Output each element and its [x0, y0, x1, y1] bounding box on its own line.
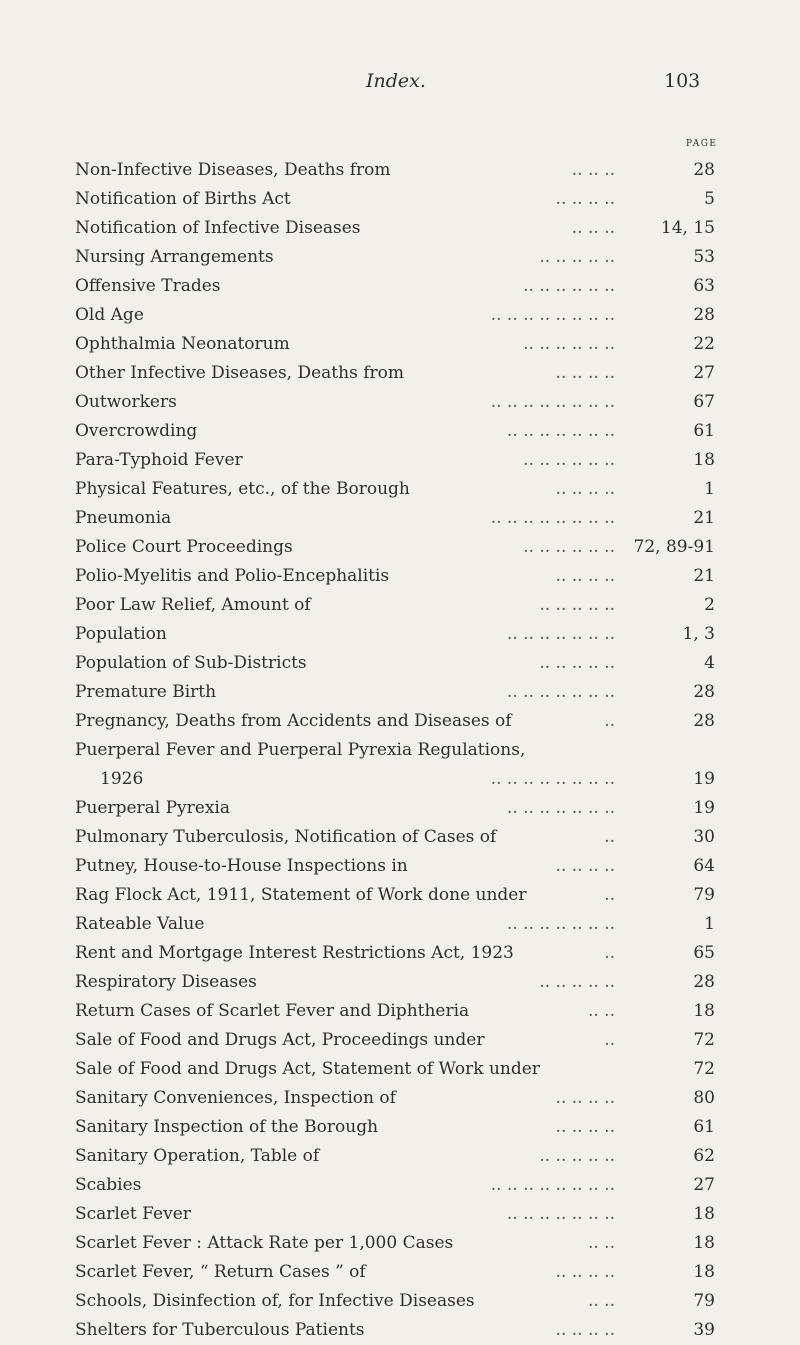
entry-page-ref: 18	[693, 1001, 715, 1021]
leader-dots: .. .. .. .. ..	[539, 595, 615, 615]
index-entry	[75, 1055, 715, 1084]
entry-page-ref: 27	[693, 363, 715, 383]
entry-text: Return Cases of Scarlet Fever and Diphtheria	[75, 1001, 470, 1021]
index-entry	[75, 823, 715, 852]
index-entry	[75, 388, 715, 417]
leader-dots: .. .. .. .. .. .. ..	[506, 421, 615, 441]
entry-text: Nursing Arrangements	[75, 247, 274, 267]
entry-text: Sanitary Conveniences, Inspection of	[75, 1088, 396, 1108]
leader-dots: .. .. .. .. .. .. .. ..	[490, 1175, 615, 1195]
entry-text: Notification of Infective Diseases	[75, 218, 361, 238]
leader-dots: .. .. .. .. .. .. ..	[506, 682, 615, 702]
index-entry	[75, 1200, 715, 1229]
index-entry	[75, 330, 715, 359]
entry-text: Sale of Food and Drugs Act, Proceedings under	[75, 1030, 485, 1050]
entry-page-ref: 18	[693, 1262, 715, 1282]
page-title: Index.	[366, 70, 426, 92]
index-entry	[75, 649, 715, 678]
leader-dots: .. .. .. ..	[555, 1262, 615, 1282]
index-entry	[75, 968, 715, 997]
leader-dots: .. .. .. .. .. .. .. ..	[490, 769, 615, 789]
index-entries	[75, 156, 715, 1345]
entry-text: Puerperal Pyrexia	[75, 798, 231, 818]
entry-page-ref: 14, 15	[660, 218, 715, 238]
leader-dots: .. .. .. ..	[555, 189, 615, 209]
page-column-heading: page	[686, 135, 718, 150]
index-entry	[75, 533, 715, 562]
entry-page-ref: 2	[704, 595, 715, 615]
entry-text: Non-Infective Diseases, Deaths from	[75, 160, 391, 180]
entry-page-ref: 19	[693, 798, 715, 818]
index-entry	[75, 794, 715, 823]
entry-page-ref: 1	[704, 914, 715, 934]
leader-dots: .. .. .. .. ..	[539, 247, 615, 267]
index-entry	[75, 1229, 715, 1258]
index-entry	[75, 707, 715, 736]
entry-text: Sanitary Operation, Table of	[75, 1146, 320, 1166]
entry-text: Scarlet Fever : Attack Rate per 1,000 Cases	[75, 1233, 454, 1253]
leader-dots: .. ..	[587, 1291, 615, 1311]
entry-text: Putney, House-to-House Inspections in	[75, 856, 408, 876]
entry-page-ref: 5	[704, 189, 715, 209]
entry-page-ref: 67	[693, 392, 715, 412]
leader-dots: .. .. .. ..	[555, 856, 615, 876]
entry-page-ref: 21	[693, 508, 715, 528]
index-entry	[75, 1171, 715, 1200]
index-entry	[75, 1142, 715, 1171]
leader-dots: .. .. .. ..	[555, 1088, 615, 1108]
entry-text: Outworkers	[75, 392, 177, 412]
entry-page-ref: 30	[693, 827, 715, 847]
page-header	[0, 70, 800, 100]
page-number: 103	[664, 70, 701, 92]
entry-text: Offensive Trades	[75, 276, 221, 296]
entry-page-ref: 63	[693, 276, 715, 296]
leader-dots: .. .. .. .. .. .. ..	[506, 1204, 615, 1224]
index-entry	[75, 678, 715, 707]
entry-text: Scabies	[75, 1175, 142, 1195]
leader-dots: .. .. .. .. .. .. ..	[506, 624, 615, 644]
entry-text: Population of Sub-Districts	[75, 653, 307, 673]
entry-text: Police Court Proceedings	[75, 537, 293, 557]
leader-dots: .. .. .. .. .. .. .. ..	[490, 305, 615, 325]
index-entry	[75, 243, 715, 272]
entry-text: Pulmonary Tuberculosis, Notification of Cases of	[75, 827, 497, 847]
index-entry	[75, 1258, 715, 1287]
entry-text: Premature Birth	[75, 682, 217, 702]
entry-text: Sale of Food and Drugs Act, Statement of Work under	[75, 1059, 540, 1079]
leader-dots: .. ..	[587, 1001, 615, 1021]
entry-page-ref: 28	[693, 711, 715, 731]
leader-dots: .. .. .. .. .. ..	[523, 537, 615, 557]
index-entry	[75, 997, 715, 1026]
entry-text: Population	[75, 624, 167, 644]
entry-text: Overcrowding	[75, 421, 198, 441]
entry-text: Pneumonia	[75, 508, 172, 528]
leader-dots: .. .. .. .. .. ..	[523, 276, 615, 296]
index-entry	[75, 446, 715, 475]
entry-page-ref: 39	[693, 1320, 715, 1340]
leader-dots: .. .. .. ..	[555, 363, 615, 383]
index-entry	[75, 620, 715, 649]
leader-dots: ..	[604, 1030, 615, 1050]
entry-text-continuation: 1926	[100, 769, 144, 789]
leader-dots: .. .. .. .. .. .. .. ..	[490, 392, 615, 412]
index-entry	[75, 1026, 715, 1055]
leader-dots: .. .. .. .. .. .. ..	[506, 798, 615, 818]
index-entry	[75, 301, 715, 330]
index-entry	[75, 910, 715, 939]
index-entry	[75, 881, 715, 910]
leader-dots: .. .. .. ..	[555, 566, 615, 586]
leader-dots: .. .. .. .. .. .. ..	[506, 914, 615, 934]
entry-page-ref: 65	[693, 943, 715, 963]
entry-page-ref: 28	[693, 160, 715, 180]
entry-page-ref: 72	[693, 1030, 715, 1050]
entry-text: Scarlet Fever, “ Return Cases ” of	[75, 1262, 366, 1282]
index-entry	[75, 185, 715, 214]
index-entry	[75, 475, 715, 504]
entry-text: Sanitary Inspection of the Borough	[75, 1117, 379, 1137]
index-entry	[75, 1316, 715, 1345]
entry-page-ref: 18	[693, 450, 715, 470]
entry-page-ref: 72	[693, 1059, 715, 1079]
entry-text: Polio-Myelitis and Polio-Encephalitis	[75, 566, 390, 586]
entry-page-ref: 61	[693, 1117, 715, 1137]
entry-text: Rateable Value	[75, 914, 205, 934]
leader-dots: .. .. .. .. ..	[539, 1146, 615, 1166]
index-entry	[75, 852, 715, 881]
entry-page-ref: 79	[693, 1291, 715, 1311]
entry-page-ref: 61	[693, 421, 715, 441]
index-entry	[75, 562, 715, 591]
entry-page-ref: 27	[693, 1175, 715, 1195]
entry-page-ref: 1, 3	[682, 624, 715, 644]
index-entry	[75, 359, 715, 388]
leader-dots: .. ..	[587, 1233, 615, 1253]
entry-page-ref: 62	[693, 1146, 715, 1166]
entry-text: Rag Flock Act, 1911, Statement of Work done under	[75, 885, 527, 905]
index-entry	[75, 1287, 715, 1316]
leader-dots: ..	[604, 885, 615, 905]
entry-text: Old Age	[75, 305, 144, 325]
entry-page-ref: 28	[693, 972, 715, 992]
entry-text: Scarlet Fever	[75, 1204, 191, 1224]
entry-text: Other Infective Diseases, Deaths from	[75, 363, 404, 383]
entry-page-ref: 1	[704, 479, 715, 499]
index-entry	[75, 504, 715, 533]
entry-page-ref: 21	[693, 566, 715, 586]
leader-dots: .. .. ..	[571, 218, 615, 238]
leader-dots: .. .. .. ..	[555, 479, 615, 499]
entry-page-ref: 64	[693, 856, 715, 876]
entry-page-ref: 22	[693, 334, 715, 354]
index-entry	[75, 417, 715, 446]
index-entry	[75, 591, 715, 620]
index-entry	[75, 214, 715, 243]
index-entry	[75, 1084, 715, 1113]
index-entry	[75, 272, 715, 301]
leader-dots: .. .. .. .. ..	[539, 653, 615, 673]
entry-text: Respiratory Diseases	[75, 972, 257, 992]
entry-text: Poor Law Relief, Amount of	[75, 595, 311, 615]
leader-dots: ..	[604, 827, 615, 847]
leader-dots: .. .. .. .. .. ..	[523, 450, 615, 470]
entry-page-ref: 18	[693, 1204, 715, 1224]
entry-text: Pregnancy, Deaths from Accidents and Diseases of	[75, 711, 512, 731]
leader-dots: .. .. .. ..	[555, 1117, 615, 1137]
entry-page-ref: 28	[693, 305, 715, 325]
leader-dots: ..	[604, 943, 615, 963]
entry-page-ref: 18	[693, 1233, 715, 1253]
leader-dots: .. .. ..	[571, 160, 615, 180]
index-entry	[75, 156, 715, 185]
leader-dots: ..	[604, 711, 615, 731]
entry-page-ref: 72, 89-91	[633, 537, 715, 557]
entry-text: Physical Features, etc., of the Borough	[75, 479, 410, 499]
leader-dots: .. .. .. .. .. .. .. ..	[490, 508, 615, 528]
entry-text: Rent and Mortgage Interest Restrictions Act, 1923	[75, 943, 514, 963]
entry-text: Puerperal Fever and Puerperal Pyrexia Regulations,	[75, 740, 526, 760]
leader-dots: .. .. .. .. ..	[539, 972, 615, 992]
entry-text: Para-Typhoid Fever	[75, 450, 243, 470]
leader-dots: .. .. .. ..	[555, 1320, 615, 1340]
entry-page-ref: 19	[693, 769, 715, 789]
leader-dots: .. .. .. .. .. ..	[523, 334, 615, 354]
entry-text: Ophthalmia Neonatorum	[75, 334, 290, 354]
index-entry	[75, 939, 715, 968]
entry-page-ref: 80	[693, 1088, 715, 1108]
entry-text: Schools, Disinfection of, for Infective Diseases	[75, 1291, 475, 1311]
entry-page-ref: 79	[693, 885, 715, 905]
entry-page-ref: 4	[704, 653, 715, 673]
entry-text: Notification of Births Act	[75, 189, 291, 209]
entry-page-ref: 28	[693, 682, 715, 702]
index-entry	[75, 736, 715, 794]
entry-text: Shelters for Tuberculous Patients	[75, 1320, 365, 1340]
entry-page-ref: 53	[693, 247, 715, 267]
index-entry	[75, 1113, 715, 1142]
